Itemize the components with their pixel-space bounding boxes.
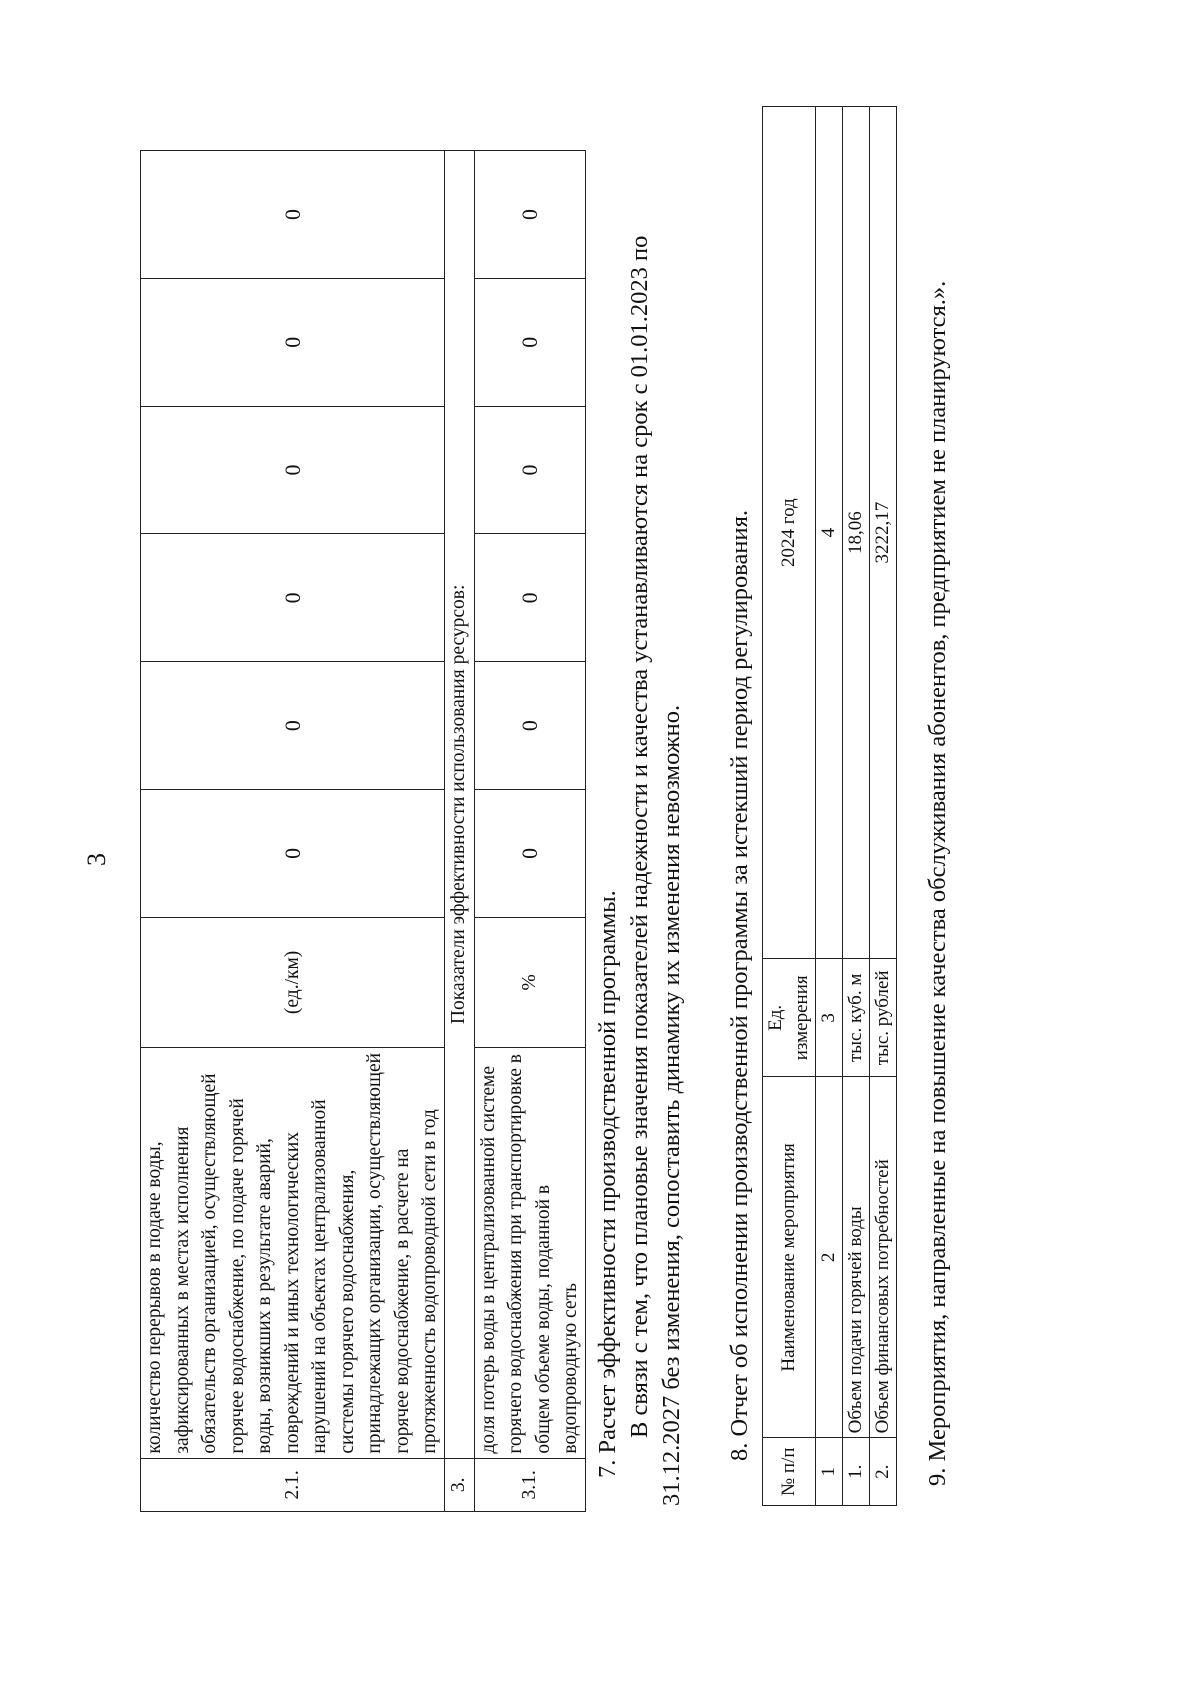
- column-header: Наименование мероприятия: [763, 1077, 816, 1438]
- value-2024: 18,06: [843, 107, 870, 959]
- section7-line2: 31.12.2027 без изменения, сопоставить динамику их изменения невозможно.: [658, 704, 685, 1506]
- row-number: 2.: [870, 1438, 897, 1506]
- page-number: 3: [82, 853, 111, 866]
- table-header-row: [763, 107, 816, 1506]
- indicator-value: 0: [141, 406, 445, 534]
- indicator-value: 0: [474, 278, 585, 406]
- section8-heading: 8. Отчет об исполнении производственной программы за истекший период регулирования.: [726, 509, 753, 1461]
- unit: тыс. куб. м: [843, 959, 870, 1077]
- activity-name: Объем подачи горячей воды: [843, 1077, 870, 1438]
- row-number: 2.1.: [141, 1458, 445, 1511]
- indicators-table: [140, 150, 586, 1512]
- value-2024: 3222,17: [870, 107, 897, 959]
- table-row: [474, 151, 585, 1512]
- indicator-unit: (ед./км): [141, 917, 445, 1047]
- indicator-value: 0: [474, 789, 585, 917]
- indicator-value: 0: [474, 662, 585, 790]
- table-index-row: [816, 107, 843, 1506]
- row-number: 3.1.: [474, 1458, 585, 1511]
- unit: тыс. рублей: [870, 959, 897, 1077]
- column-index: 3: [816, 959, 843, 1077]
- indicator-unit: %: [474, 917, 585, 1047]
- indicator-description: доля потерь воды в централизованной системе горячего водоснабжения при транспортировке в общем объеме воды, поданной в водопроводную сеть: [474, 1048, 585, 1459]
- table-row: [843, 107, 870, 1506]
- row-number: 1.: [843, 1438, 870, 1506]
- column-index: 4: [816, 107, 843, 959]
- section-title: Показатели эффективности использования ресурсов:: [444, 151, 474, 1459]
- indicator-value: 0: [141, 278, 445, 406]
- indicator-value: 0: [474, 151, 585, 279]
- column-header: № п/п: [763, 1438, 816, 1506]
- activity-name: Объем финансовых потребностей: [870, 1077, 897, 1438]
- report-table: [762, 106, 897, 1506]
- table-row: [870, 107, 897, 1506]
- column-header: 2024 год: [763, 107, 816, 959]
- section7-line1: В связи с тем, что плановые значения показателей надежности и качества устанавливаются на срок с 01.01.2023 по: [626, 235, 653, 1438]
- section9-text: 9. Мероприятия, направленные на повышение качества обслуживания абонентов, предприятием не планируются.».: [924, 280, 951, 1486]
- indicator-value: 0: [474, 406, 585, 534]
- table-row: [141, 151, 445, 1512]
- indicator-value: 0: [141, 789, 445, 917]
- table-row: [444, 151, 474, 1512]
- column-index: 1: [816, 1438, 843, 1506]
- indicator-value: 0: [141, 662, 445, 790]
- section7-heading: 7. Расчет эффективности производственной программы.: [594, 890, 621, 1478]
- column-header: Ед. измерения: [763, 959, 816, 1077]
- column-index: 2: [816, 1077, 843, 1438]
- section-number: 3.: [444, 1458, 474, 1511]
- indicator-description: количество перерывов в подаче воды, зафиксированных в местах исполнения обязательств организацией, осуществляющей горячее водоснабжение, по подаче горячей воды, возникших в результате аварий, повреждений и иных технологических нарушений на объектах централизованной системы горячего водоснабжения, принадлежащих организации, осуществляющей горячее водоснабжение, в расчете на протяженность водопроводной сети в год: [141, 1048, 445, 1459]
- indicator-value: 0: [474, 534, 585, 662]
- indicator-value: 0: [141, 534, 445, 662]
- indicator-value: 0: [141, 151, 445, 279]
